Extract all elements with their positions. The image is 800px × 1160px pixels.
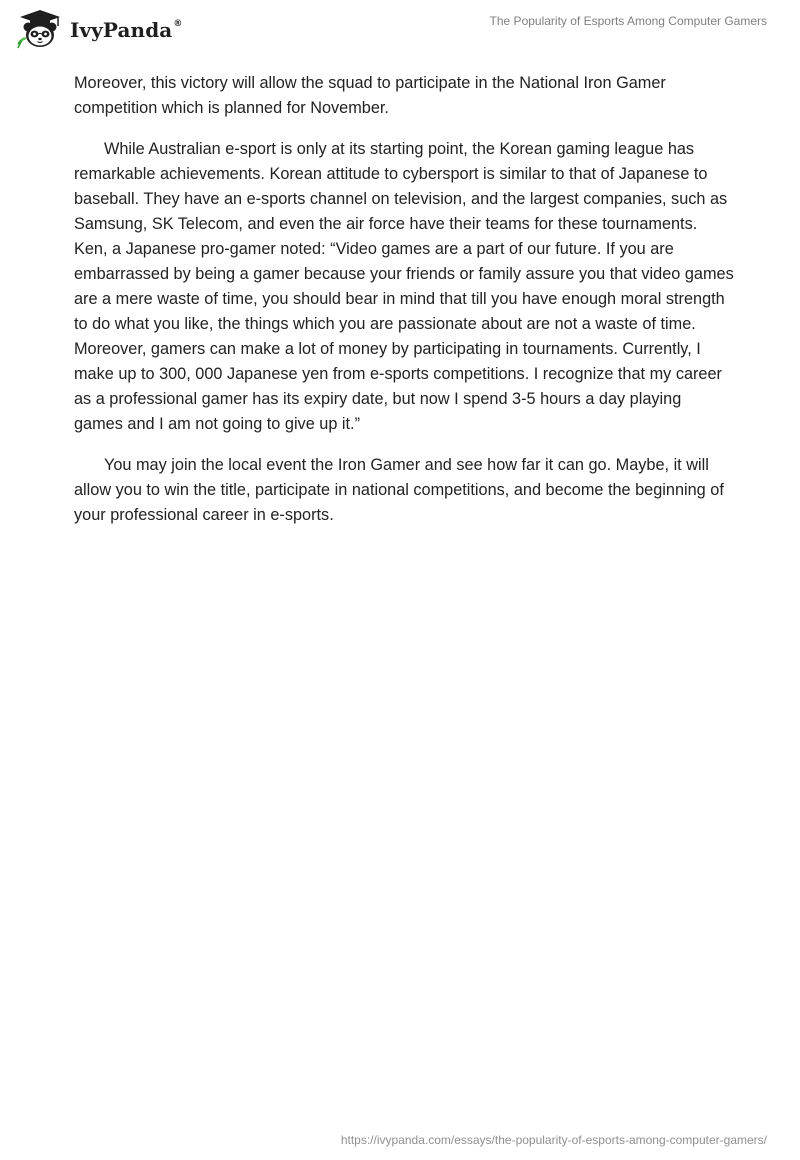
brand-name: IvyPanda®	[70, 18, 183, 42]
paragraph-continuation: Moreover, this victory will allow the squad to participate in the National Iron Gamer competition which is planned for November.	[74, 74, 666, 117]
panda-logo-icon	[14, 8, 66, 50]
essay-body	[74, 71, 734, 544]
page-header	[0, 0, 800, 60]
brand-logo[interactable]	[14, 8, 182, 50]
paragraph-conclusion: You may join the local event the Iron Gamer and see how far it can go. Maybe, it will allow you to win the title, participate in national competitions, and become the beginning of your professional career in e-sports.	[74, 456, 724, 524]
source-url[interactable]: https://ivypanda.com/essays/the-popularity-of-esports-among-computer-gamers/	[340, 1133, 767, 1147]
paragraph-korean-league: While Australian e-sport is only at its starting point, the Korean gaming league has remarkable achievements. Korean attitude to cybersport is similar to that of Japanese to baseball. They have an e-sports channel on television, and the largest companies, such as Samsung, SK Telecom, and even the air force have their teams for these tournaments. Ken, a Japanese pro-gamer noted: “Video games are a part of our future. If you are embarrassed by being a gamer because your friends or family assure you that video games are a mere waste of time, you should bear in mind that till you have enough moral strength to do what you like, the things which you are passionate about are not a waste of time. Moreover, gamers can make a lot of money by participating in tournaments. Currently, I make up to 300, 000 Japanese yen from e-sports competitions. I recognize that my career as a professional gamer has its expiry date, but now I spend 3-5 hours a day playing games and I am not going to give up it.”	[74, 140, 734, 433]
registered-mark: ®	[173, 19, 183, 29]
document-title: The Popularity of Esports Among Computer Gamers	[489, 14, 767, 28]
